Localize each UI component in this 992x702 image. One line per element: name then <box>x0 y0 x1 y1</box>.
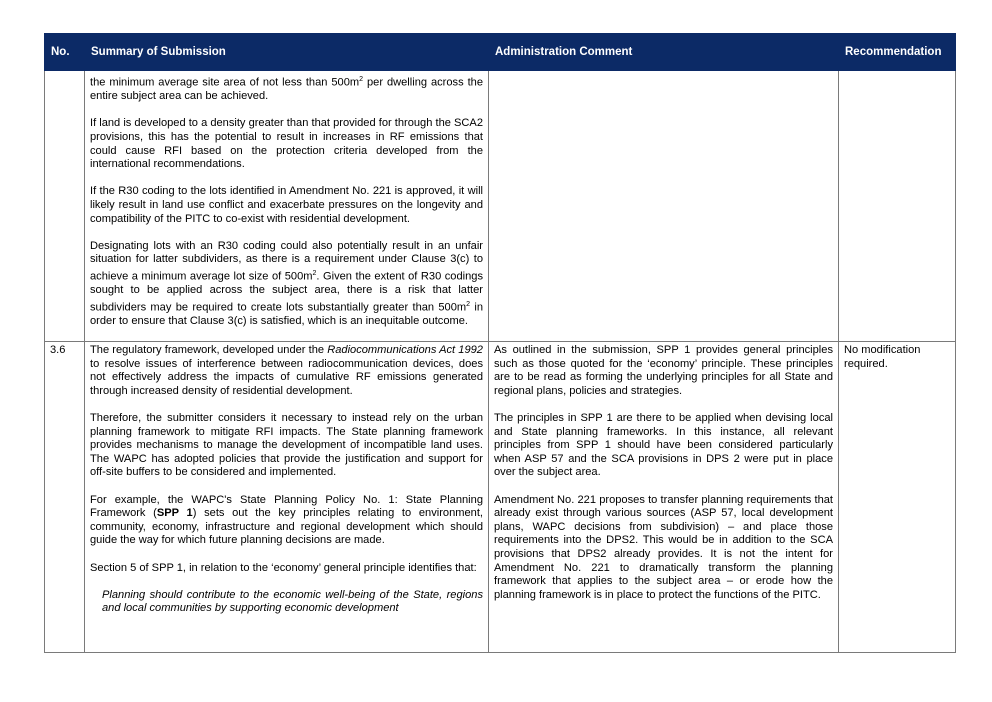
table-row <box>45 342 956 653</box>
row1-no <box>45 71 85 342</box>
table-row <box>45 71 956 342</box>
row2-summary-p4: Section 5 of SPP 1, in relation to the ‘economy’ general principle identifies that: <box>90 561 477 574</box>
row1-summary-p3: If the R30 coding to the lots identified in Amendment No. 221 is approved, it will likely result in land use conflict and exacerbate pressures on the longevity and compatibility of the PITC to co-exist with residential development. <box>90 185 483 225</box>
row2-summary-p2: Therefore, the submitter considers it necessary to instead rely on the urban planning framework to mitigate RFI impacts. The State planning framework provides mechanisms to manage the development of incompatible land uses. The WAPC has adopted policies that provide the justification and support for off-site buffers to be considered and implemented. <box>90 411 483 479</box>
row2-summary <box>85 342 489 653</box>
row1-summary-p2: If land is developed to a density greater than that provided for through the SCA2 provisions, this has the potential to result in increases in RF emissions that could cause RFI based on the protection criteria developed from the international recommendations. <box>90 117 483 171</box>
row1-summary-p4: Designating lots with an R30 coding could also potentially result in an unfair situation for latter subdividers, as there is a requirement under Clause 3(c) to achieve a minimum average lot size of $500m^2$. Given the extent of R30 codings sought to be applied across the subject area, there is a risk that latter subdividers may be required to create lots substantially greater than $500m^2$ in order to ensure that Clause 3(c) is satisfied, which is an inequitable outcome. <box>90 239 483 328</box>
row1-summary-p1: the minimum average site area of not less than $500m^2$ per dwelling across the entire subject area can be achieved. <box>90 76 483 103</box>
row2-admin-p3: Amendment No. 221 proposes to transfer planning requirements that already exist through various sources (ASP 57, local development plans, WAPC decisions from subdivision) – and place those requirements into the DPS2. This would be in addition to the SCA provisions that DPS2 already provides. It is not the intent for Amendment No. 221 to dramatically transform the planning framework that applies to the subject area – or erode how the planning framework is in place to protect the functions of the PITC. <box>494 493 833 601</box>
table-header-row <box>45 34 956 71</box>
row2-admin-comment <box>489 342 839 653</box>
row2-no: 3.6 <box>45 342 85 653</box>
row1-recommendation <box>839 71 956 342</box>
header-summary: Summary of Submission <box>85 34 489 71</box>
row2-summary-p1: The regulatory framework, developed under the Radiocommunications Act 1992 to resolve issues of interference between radiocommunication devices, does not effectively address the impacts of cumulative RF emissions generated through increased density of residential development. <box>90 344 483 397</box>
row2-summary-p3: For example, the WAPC's State Planning Policy No. 1: State Planning Framework (SPP 1) sets out the key principles relating to environment, community, economy, infrastructure and regional development which should guide the way for which future planning decisions are made. <box>90 493 483 547</box>
submissions-table <box>44 33 956 653</box>
row1-summary <box>85 71 489 342</box>
header-recommendation: Recommendation <box>839 34 956 71</box>
header-admin-comment: Administration Comment <box>489 34 839 71</box>
row2-admin-p2: The principles in SPP 1 are there to be applied when devising local and State planning frameworks. In this instance, all relevant principles from SPP 1 should have been considered particularly when ASP 57 and the SCA provisions in DPS 2 were put in place over the subject area. <box>494 411 833 479</box>
row2-summary-quote: Planning should contribute to the economic well-being of the State, regions and local communities by supporting economic development <box>102 588 483 615</box>
row1-admin-comment <box>489 71 839 342</box>
row2-admin-p1: As outlined in the submission, SPP 1 provides general principles such as those quoted for the ‘economy’ principle. These principles are to be read as forming the underlying principles for all State and regional plans, policies and strategies. <box>494 344 833 397</box>
row2-recommendation: No modification required. <box>839 342 956 653</box>
header-no: No. <box>45 34 85 71</box>
